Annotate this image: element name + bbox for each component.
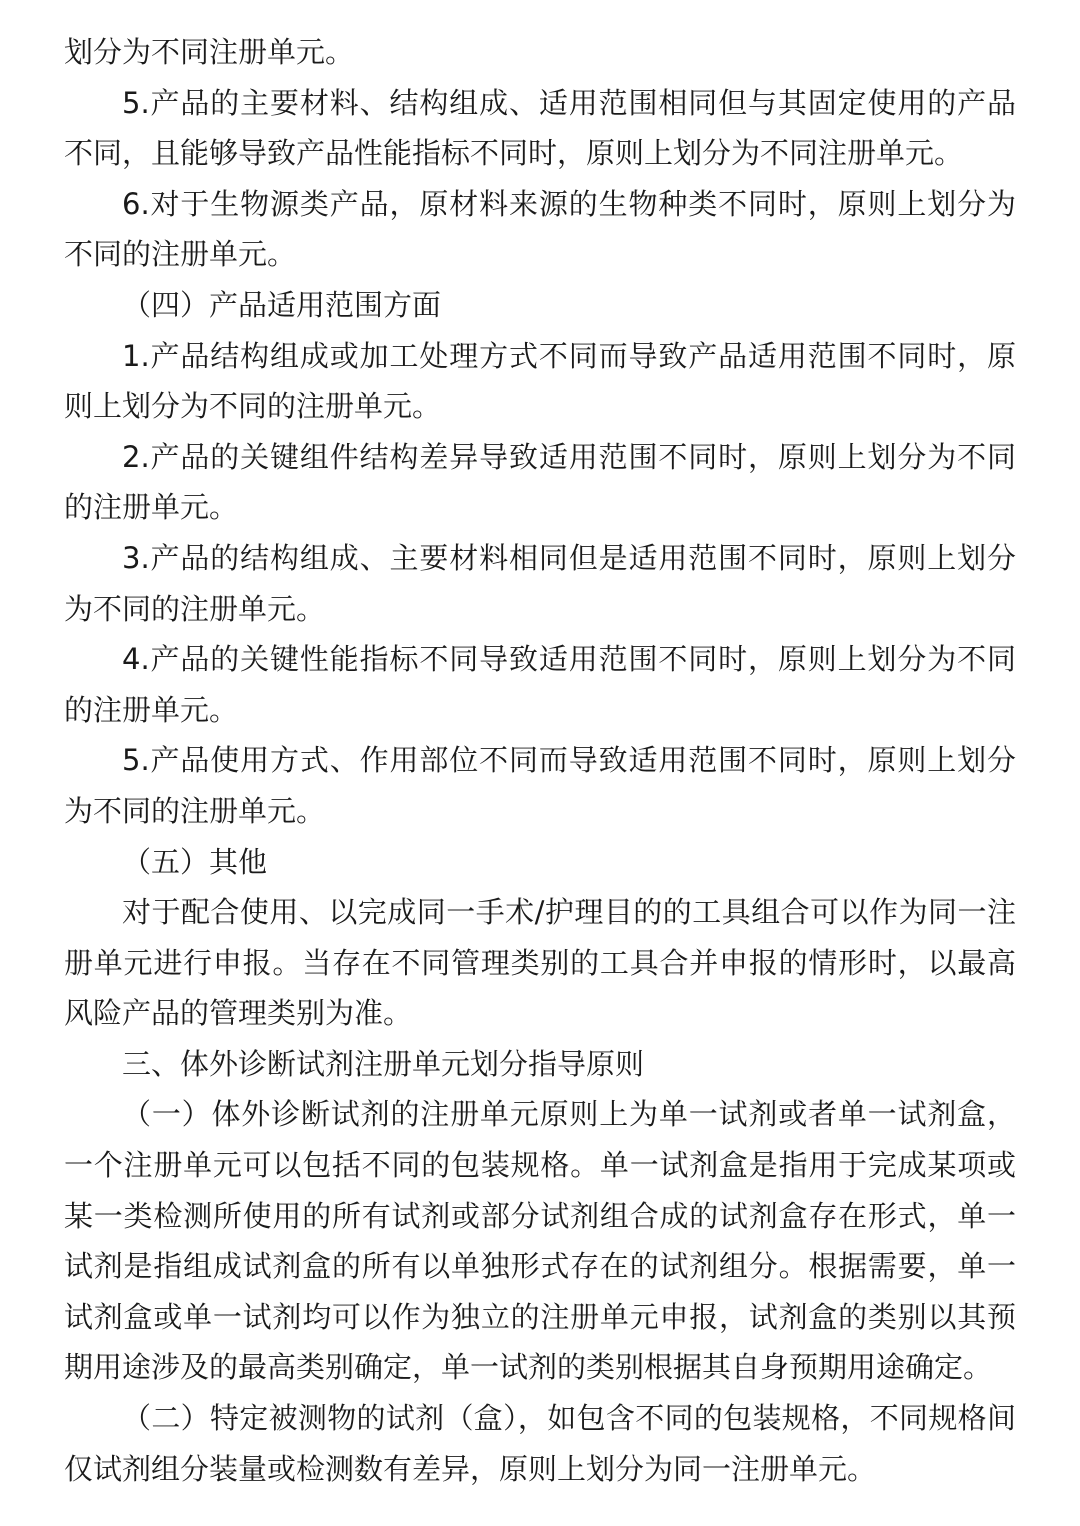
paragraph-other-tools: 对于配合使用、以完成同一手术/护理目的的工具组合可以作为同一注册单元进行申报。当存在不同管理类别的工具合并申报的情形时，以最高风险产品的管理类别为准。 — [64, 895, 1016, 1031]
paragraph-item-6-biological: 6.对于生物源类产品，原材料来源的生物种类不同时，原则上划分为不同的注册单元。 — [64, 186, 1016, 272]
section-heading-ivd: 三、体外诊断试剂注册单元划分指导原则 — [122, 1046, 645, 1081]
paragraph-item-5-materials: 5.产品的主要材料、结构组成、适用范围相同但与其固定使用的产品不同，且能够导致产品性能指标不同时，原则上划分为不同注册单元。 — [64, 85, 1016, 171]
paragraph-scope-item-1: 1.产品结构组成或加工处理方式不同而导致产品适用范围不同时，原则上划分为不同的注册单元。 — [64, 338, 1016, 424]
paragraph-scope-item-3: 3.产品的结构组成、主要材料相同但是适用范围不同时，原则上划分为不同的注册单元。 — [64, 540, 1016, 626]
section-heading-other: （五）其他 — [122, 844, 268, 879]
section-heading-scope: （四）产品适用范围方面 — [122, 287, 442, 322]
paragraph-scope-item-4: 4.产品的关键性能指标不同导致适用范围不同时，原则上划分为不同的注册单元。 — [64, 642, 1016, 727]
paragraph-ivd-item-1: （一）体外诊断试剂的注册单元原则上为单一试剂或者单一试剂盒，一个注册单元可以包括不同的包装规格。单一试剂盒是指用于完成某项或某一类检测所使用的所有试剂或部分试剂组合成的试剂盒存在形式，单一试剂是指组成试剂盒的所有以单独形式存在的试剂组分。根据需要，单一试剂盒或单一试剂均可以作为独立的注册单元申报，试剂盒的类别以其预期用途涉及的最高类别确定，单一试剂的类别根据其自身预期用途确定。 — [64, 1097, 1016, 1385]
paragraph-scope-item-5: 5.产品使用方式、作用部位不同而导致适用范围不同时，原则上划分为不同的注册单元。 — [64, 743, 1016, 828]
paragraph-continuation: 划分为不同注册单元。 — [64, 35, 355, 69]
paragraph-ivd-item-2: （二）特定被测物的试剂（盒），如包含不同的包装规格，不同规格间仅试剂组分装量或检测数有差异，原则上划分为同一注册单元。 — [64, 1401, 1016, 1486]
paragraph-scope-item-2: 2.产品的关键组件结构差异导致适用范围不同时，原则上划分为不同的注册单元。 — [64, 439, 1016, 525]
document-page — [64, 27, 1016, 1494]
